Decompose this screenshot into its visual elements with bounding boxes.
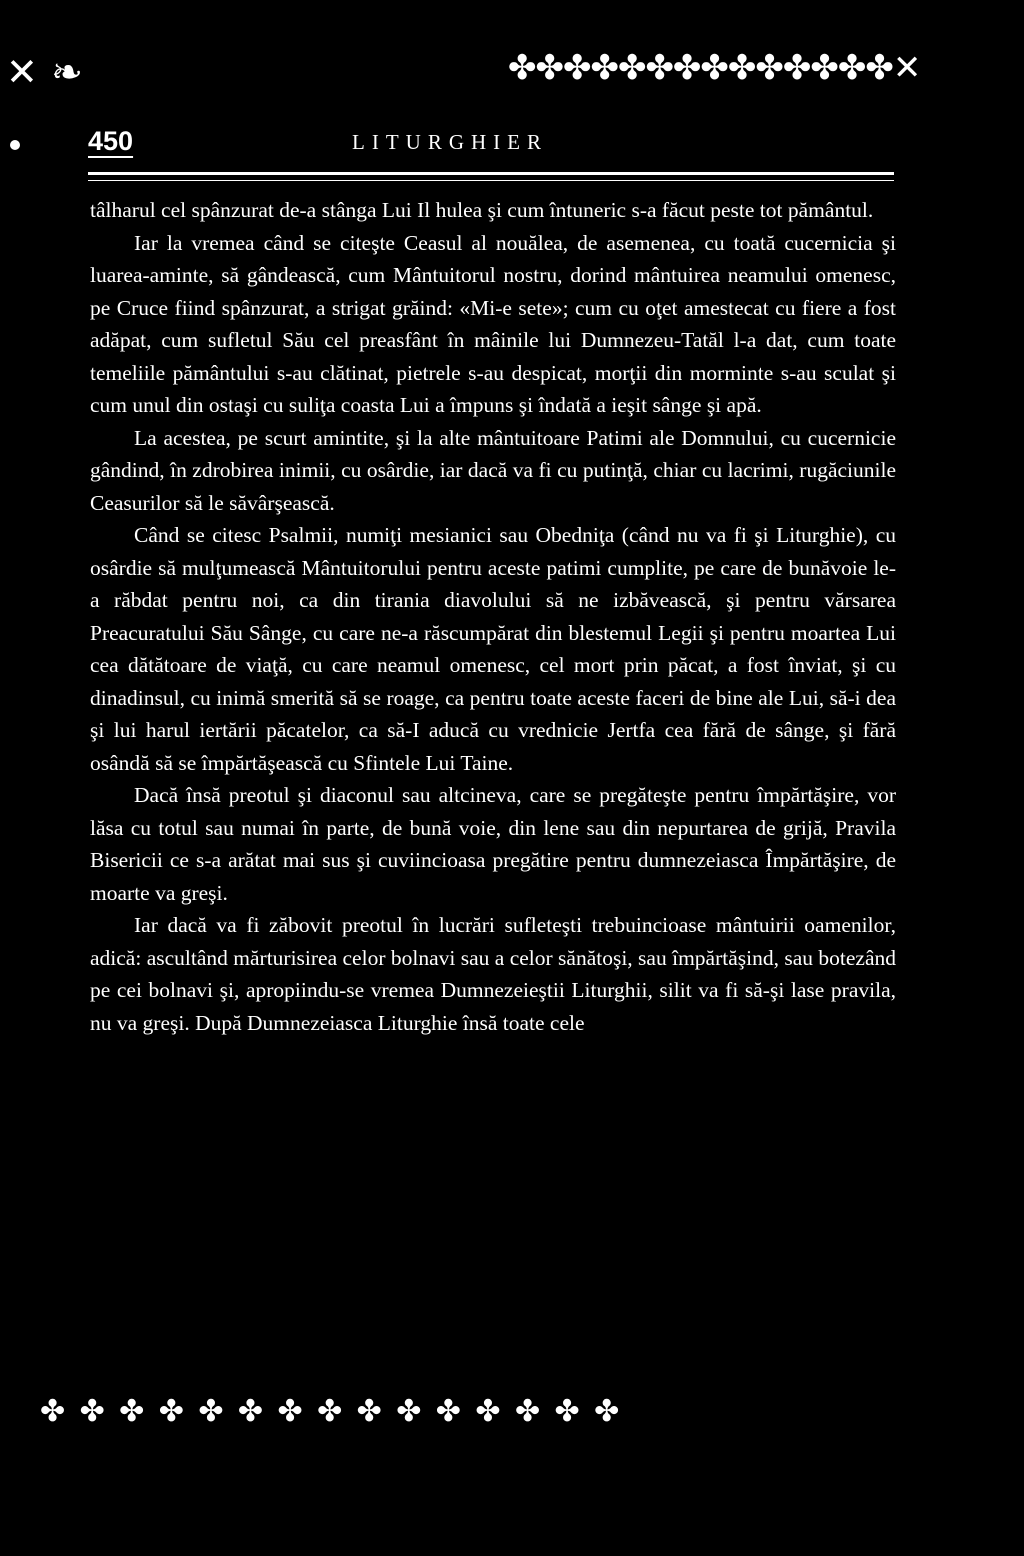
header-rule (88, 172, 894, 175)
paragraph: Iar la vremea când se citeşte Ceasul al nouălea, de asemenea, cu toată cucernicia şi luarea-aminte, să gândească, cum Mântuitorul nostru, dorind mântuirea neamului omenesc, pe Cruce fiind spânzurat, a strigat grăind: «Mi-e sete»; cum cu oţet amestecat cu fiere a fost adăpat, cum sufletul Său cel preasfânt în mâinile lui Dumnezeu-Tatăl l-a dat, cum toate temeliile pământului s-au clătinat, pietrele s-au despicat, morţii din morminte s-au sculat şi cum unul din ostaşi cu suliţa coasta Lui a împuns şi îndată a ieşit sânge şi apă. (90, 230, 896, 417)
header-rule-thin (88, 180, 894, 181)
paragraph: tâlharul cel spânzurat de-a stânga Lui Il hulea şi cum întuneric s-a făcut peste tot pământul. (90, 198, 874, 222)
ornament-border-bottom: ✤ ✤ ✤ ✤ ✤ ✤ ✤ ✤ ✤ ✤ ✤ ✤ ✤ ✤ ✤ (40, 1394, 622, 1429)
page-number: 450 (88, 126, 134, 156)
ornament-border-top: ✤✤✤✤✤✤✤✤✤✤✤✤✤✤✕ (508, 48, 921, 88)
paragraph: La acestea, pe scurt amintite, şi la alte mântuitoare Patimi ale Domnului, cu cucernicie gândind, în zdrobirea inimii, cu osârdie, iar dacă va fi cu putinţă, chiar cu lacrimi, rugăciunile Ceasurilor să le săvârşească. (90, 425, 896, 515)
paragraph: Când se citesc Psalmii, numiţi mesianici sau Obedniţa (când nu va fi şi Liturghie), cu osârdie să mulţumească Mântuitorului pentru aceste patimi cumplite, pe care de bunăvoie le-a răbdat pentru noi, ca din tirania diavolului să ne izbăvească, şi pentru vărsarea Preacuratului Său Sânge, cu care ne-a răscumpărat din blestemul Legii şi pentru moartea Lui cea dătătoare de viaţă, cu care neamul omenesc, cel mort prin păcat, a fost înviat, şi cu dinadinsul, cu inimă smerită să se roage, ca pentru toate aceste faceri de bine ale Lui, să-i dea şi lui harul iertării păcatelor, ca să-I aducă cu vrednicie Jertfa cea fără de sânge, şi fără osândă să se împărtăşească cu Sfintele Lui Taine. (90, 523, 896, 775)
margin-dot-icon (10, 140, 20, 150)
corner-ornament-top-left: ✕ ❧ (6, 50, 83, 94)
body-text (90, 194, 896, 1039)
running-title: LITURGHIER (352, 130, 548, 154)
paragraph: Dacă însă preotul şi diaconul sau altcineva, care se pregăteşte pentru împărtăşire, vor lăsa cu totul sau numai în parte, de bună voie, din lene sau din nepurtarea de grijă, Pravila Bisericii ce s-a arătat mai sus şi cuviincioasa pregătire pentru dumnezeiasca Împărtăşire, de moarte va greşi. (90, 783, 896, 905)
paragraph: Iar dacă va fi zăbovit preotul în lucrări sufleteşti trebuincioase mântuirii oamenilor, adică: ascultând mărturisirea celor bolnavi sau a celor sănătoşi, sau împărtăşind, sau botezând pe cei bolnavi şi, apropiindu-se vremea Dumnezeieştii Liturghii, silit va fi să-şi lase pravila, nu va greşi. După Dumnezeiasca Liturghie însă toate cele (90, 913, 896, 1035)
